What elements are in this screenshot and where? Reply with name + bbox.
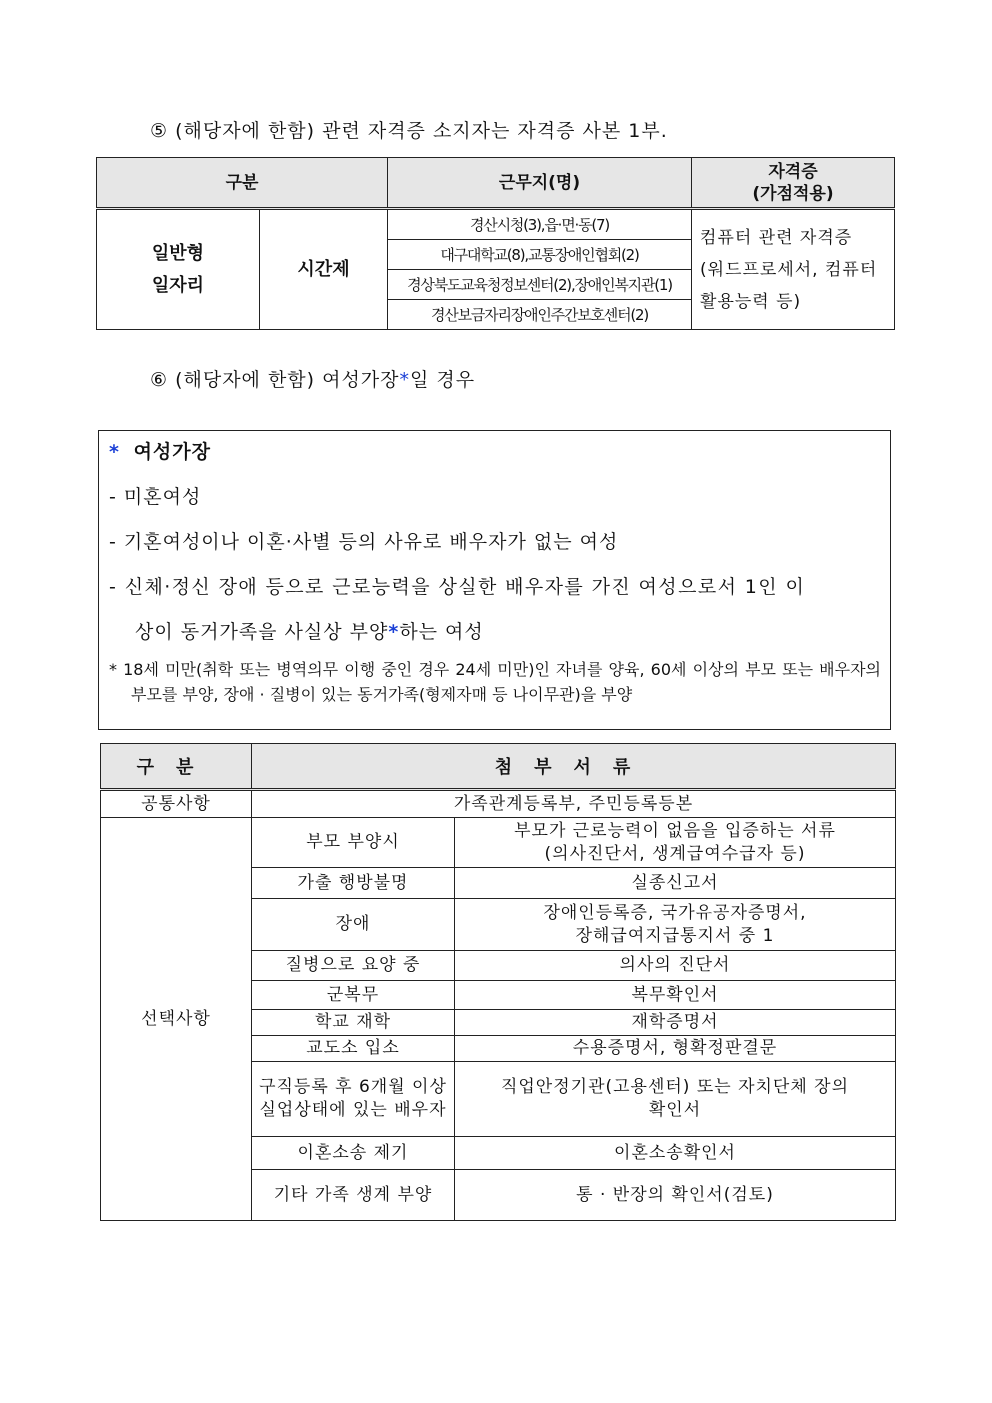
document-line: 직업안정기관(고용센터) 또는 자치단체 장의: [500, 1077, 850, 1097]
document-cell: 복무확인서: [455, 981, 896, 1010]
certificate-cell: [692, 209, 895, 330]
female-householder-definition-box: [98, 430, 891, 730]
job-type-line2: 일자리: [151, 274, 205, 296]
document-cell: 통 · 반장의 확인서(검토): [455, 1170, 896, 1221]
document-cell: [455, 818, 896, 868]
job-type-cell: [97, 209, 260, 330]
workplace-cell: 경산시청(3),읍·면·동(7): [388, 209, 692, 240]
box-item: - 신체·정신 장애 등으로 근로능력을 상실한 배우자를 가진 여성으로서 1인 이: [109, 576, 806, 598]
cert-line3: 활용능력 등): [700, 291, 802, 312]
workplace-cell: 대구대학교(8),교통장애인협회(2): [388, 240, 692, 270]
workplace-cell: 경상북도교육청정보센터(2),장애인복지관(1): [388, 270, 692, 300]
document-cell: 수용증명서, 형확정판결문: [455, 1036, 896, 1062]
cert-line1: 컴퓨터 관련 자격증: [700, 227, 853, 248]
document-cell: [455, 1062, 896, 1137]
case-cell: 교도소 입소: [252, 1036, 455, 1062]
header-workplace: 근무지(명): [388, 158, 692, 209]
box-item: - 미혼여성: [109, 486, 202, 508]
case-cell: 기타 가족 생계 부양: [252, 1170, 455, 1221]
header-category: 구분: [97, 158, 388, 209]
document-line: 부모가 근로능력이 없음을 입증하는 서류: [514, 820, 836, 841]
box-title-text: 여성가장: [133, 441, 211, 463]
header-certificate: [692, 158, 895, 209]
box-item: - 기혼여성이나 이혼·사별 등의 사유로 배우자가 없는 여성: [109, 531, 619, 553]
asterisk-mark: *: [388, 621, 400, 643]
section5-heading: ⑤ (해당자에 한함) 관련 자격증 소지자는 자격증 사본 1부.: [150, 120, 668, 142]
cert-line2: (워드프로세서, 컴퓨터: [700, 259, 878, 280]
section6-heading-suffix: 일 경우: [410, 369, 476, 391]
common-label: 공통사항: [101, 790, 252, 818]
header-category: 구분: [101, 744, 252, 790]
header-documents: 첨부서류: [252, 744, 896, 790]
section6-heading-text: ⑥ (해당자에 한함) 여성가장: [150, 369, 400, 391]
box-footnote: [109, 657, 881, 707]
asterisk-mark: *: [399, 369, 411, 391]
case-cell: 이혼소송 제기: [252, 1137, 455, 1170]
case-cell: 부모 부양시: [252, 818, 455, 868]
document-line: 확인서: [648, 1100, 702, 1120]
document-cell: 이혼소송확인서: [455, 1137, 896, 1170]
box-title: [109, 437, 211, 464]
document-cell: 재학증명서: [455, 1010, 896, 1036]
document-line: (의사진단서, 생계급여수급자 등): [544, 843, 806, 864]
job-type-line1: 일반형: [151, 242, 205, 264]
case-cell: 구직등록 후 6개월 이상 실업상태에 있는 배우자: [252, 1062, 455, 1137]
case-cell: 장애: [252, 899, 455, 951]
document-cell: [455, 899, 896, 951]
box-item-continuation-suffix: 하는 여성: [399, 621, 484, 643]
document-line: 장해급여지급통지서 중 1: [575, 925, 775, 946]
workplace-cell: 경산보금자리장애인주간보호센터(2): [388, 300, 692, 330]
common-documents: 가족관계등록부, 주민등록등본: [252, 790, 896, 818]
header-cert-line1: 자격증: [768, 161, 818, 182]
case-cell: 질병으로 요양 중: [252, 951, 455, 981]
case-cell: 가출 행방불명: [252, 868, 455, 899]
document-cell: 실종신고서: [455, 868, 896, 899]
document-line: 장애인등록증, 국가유공자증명서,: [543, 902, 807, 923]
required-documents-table: [100, 743, 896, 1221]
document-cell: 의사의 진단서: [455, 951, 896, 981]
header-cert-line2: (가점적용): [752, 183, 834, 204]
optional-label: 선택사항: [101, 818, 252, 1221]
footnote-text: * 18세 미만(취학 또는 병역의무 이행 중인 경우 24세 미만)인 자녀를 양육, 60세 이상의 부모 또는 배우자의 부모를 부양, 장애 · 질병이 있는 동거가족(형제자매 등 나이무관)을 부양: [109, 660, 881, 704]
asterisk-mark: *: [109, 441, 120, 463]
box-item-continuation: [135, 617, 484, 644]
section6-heading: [150, 365, 475, 392]
work-type-cell: 시간제: [260, 209, 388, 330]
case-cell: 군복무: [252, 981, 455, 1010]
certificate-table: [96, 157, 895, 330]
case-cell: 학교 재학: [252, 1010, 455, 1036]
box-item-continuation-text: 상이 동거가족을 사실상 부양: [135, 621, 389, 643]
